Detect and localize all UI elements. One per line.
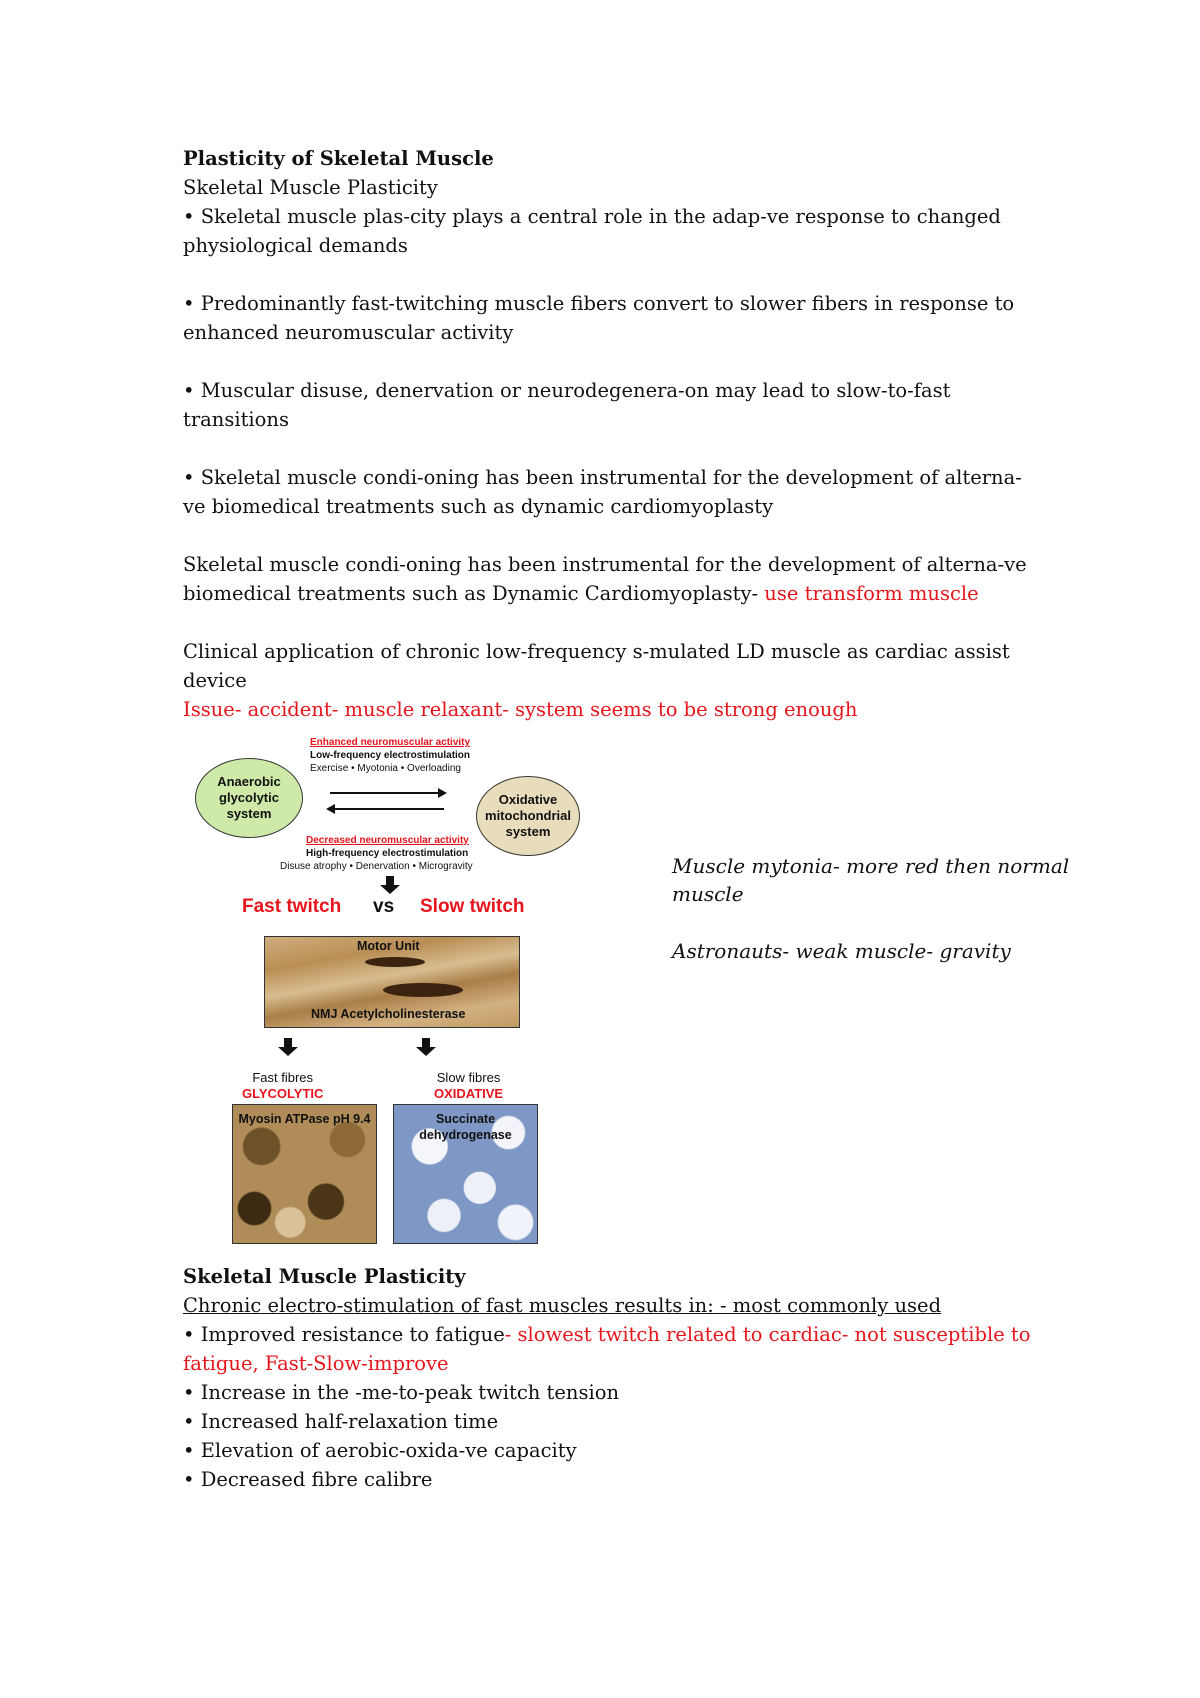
figure-decreased-line2: Disuse atrophy • Denervation • Microgravity xyxy=(280,861,473,872)
left-arrow-head xyxy=(326,804,335,814)
section-subtitle: Skeletal Muscle Plasticity xyxy=(183,176,438,199)
ellipse-right-label: Oxidative mitochondrial system xyxy=(485,792,571,839)
motor-unit-label: Motor Unit xyxy=(357,939,420,953)
vs-label: vs xyxy=(373,896,395,917)
fast-fibres-label: Fast fibres xyxy=(252,1070,314,1085)
down-arrow-right-icon xyxy=(416,1038,436,1056)
down-arrow-icon xyxy=(380,876,400,894)
ellipse-left-label: Anaerobic glycolytic system xyxy=(217,774,281,821)
fatigue-text: • Improved resistance to fatigue xyxy=(183,1323,505,1346)
cardiomyoplasty-text: Skeletal muscle condi-oning has been instrumental for the development of alterna-ve biomedical treatments such as Dynamic Cardiomyoplasty- xyxy=(183,553,1027,605)
paragraph-cardiomyoplasty xyxy=(183,550,1043,608)
bullet-half-relaxation: • Increased half-relaxation time xyxy=(183,1410,499,1433)
issue-note: Issue- accident- muscle relaxant- system seems to be strong enough xyxy=(183,698,858,721)
bullet-time-to-peak: • Increase in the -me-to-peak twitch tension xyxy=(183,1381,620,1404)
note-astronauts: Astronauts- weak muscle- gravity xyxy=(672,939,1011,963)
down-arrow-left-icon xyxy=(278,1038,298,1056)
note-myotonia: Muscle mytonia- more red then normal muscle xyxy=(672,854,1070,906)
figure-enhanced-line2: Exercise • Myotonia • Overloading xyxy=(310,763,461,774)
bullet-conditioning: • Skeletal muscle condi-oning has been instrumental for the development of alterna-ve biomedical treatments such as dynamic cardiomyoplasty xyxy=(183,466,1022,518)
right-arrow-shaft xyxy=(330,792,440,794)
oxidative-label: OXIDATIVE xyxy=(434,1086,504,1101)
myosin-atpase-stain-image xyxy=(232,1104,377,1244)
bullet-aerobic-capacity: • Elevation of aerobic-oxida-ve capacity xyxy=(183,1439,577,1462)
right-arrow-head xyxy=(438,788,447,798)
glycolytic-label: GLYCOLYTIC xyxy=(242,1086,324,1101)
figure-enhanced-line1: Low-frequency electrostimulation xyxy=(310,750,471,761)
slow-twitch-label: Slow twitch xyxy=(420,896,525,917)
slow-fibres-caption xyxy=(434,1070,503,1102)
figure-decreased-title: Decreased neuromuscular activity xyxy=(306,835,469,846)
motor-unit-image xyxy=(264,936,520,1028)
section2-title: Skeletal Muscle Plasticity xyxy=(183,1265,466,1288)
bullet-slow-to-fast: • Muscular disuse, denervation or neurodegenera-on may lead to slow-to-fast transitions xyxy=(183,379,951,431)
fast-fibres-caption xyxy=(242,1070,323,1102)
left-arrow-shaft xyxy=(334,808,444,810)
succinate-label: Succinate dehydrogenase xyxy=(419,1112,512,1142)
figure-decreased-line1: High-frequency electrostimulation xyxy=(306,848,469,859)
fast-twitch-label: Fast twitch xyxy=(242,896,342,917)
anaerobic-glycolytic-ellipse xyxy=(195,758,303,838)
fatigue-note: - slowest twitch related to cardiac- not susceptible to fatigue, Fast-Slow-improve xyxy=(183,1323,1031,1375)
bullet-plasticity-role: • Skeletal muscle plas-city plays a central role in the adap-ve response to changed physiological demands xyxy=(183,205,1001,257)
oxidative-mitochondrial-ellipse xyxy=(476,776,580,856)
paragraph-clinical-application: Clinical application of chronic low-frequency s-mulated LD muscle as cardiac assist device xyxy=(183,640,1010,692)
slow-fibres-label: Slow fibres xyxy=(436,1070,501,1085)
bullet-fast-to-slow: • Predominantly fast-twitching muscle fibers convert to slower fibers in response to enhanced neuromuscular activity xyxy=(183,292,1015,344)
bullet-fibre-calibre: • Decreased fibre calibre xyxy=(183,1468,433,1491)
figure-enhanced-title: Enhanced neuromuscular activity xyxy=(310,737,471,748)
section-title: Plasticity of Skeletal Muscle xyxy=(183,147,494,170)
nmj-label: NMJ Acetylcholinesterase xyxy=(311,1007,466,1021)
succinate-dehydrogenase-stain-image xyxy=(393,1104,538,1244)
section2-intro: Chronic electro-stimulation of fast muscles results in: - most commonly used xyxy=(183,1294,942,1317)
motor-unit-stain xyxy=(365,957,425,967)
muscle-plasticity-figure xyxy=(180,736,610,1256)
myosin-label: Myosin ATPase pH 9.4 xyxy=(238,1112,371,1126)
cardiomyoplasty-note: use transform muscle xyxy=(758,582,979,605)
bullet-fatigue-resistance xyxy=(183,1320,1043,1378)
nmj-stain xyxy=(383,983,463,997)
